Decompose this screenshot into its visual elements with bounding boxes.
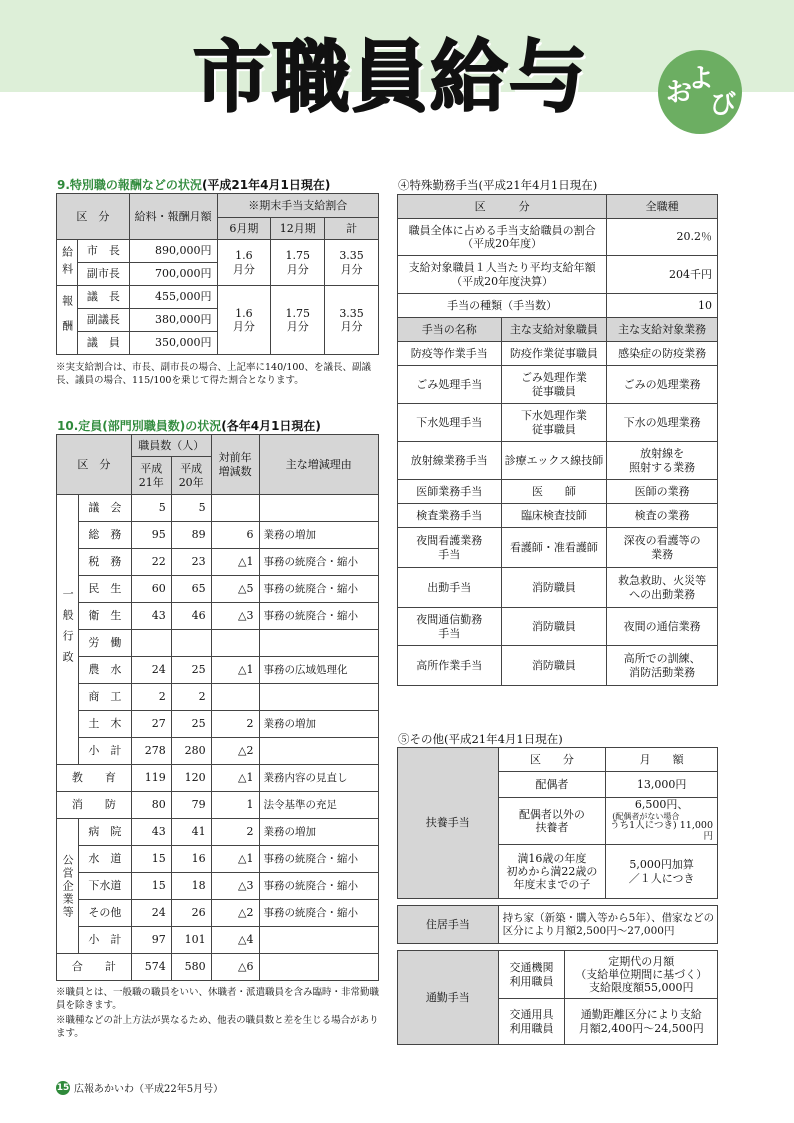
value-change: 2 xyxy=(211,819,259,846)
row-name: 商 工 xyxy=(78,684,131,711)
target-work: 深夜の看護等の 業務 xyxy=(607,528,718,568)
value-reason xyxy=(259,738,379,765)
value-h21: 15 xyxy=(131,873,171,900)
value-h20: 580 xyxy=(171,954,211,981)
value-reason xyxy=(259,630,379,657)
value-reason: 法令基準の充足 xyxy=(259,792,379,819)
table-row xyxy=(57,603,379,630)
val-transit: 定期代の月額 （支給単位期間に基づく） 支給限度額55,000円 xyxy=(565,951,718,999)
page-number: 15 xyxy=(56,1082,70,1093)
row-name: 病 院 xyxy=(78,819,131,846)
section10-date: (各年4月1日現在) xyxy=(221,419,321,433)
table-row xyxy=(398,480,718,504)
allowance-name: ごみ処理手当 xyxy=(398,366,502,404)
h-h21: 平成 21年 xyxy=(131,457,171,495)
value-h21: 119 xyxy=(131,765,171,792)
table-row xyxy=(398,442,718,480)
value-h21: 80 xyxy=(131,792,171,819)
target-staff: 下水処理作業 従事職員 xyxy=(501,404,607,442)
row-vehicle: 交通用具 利用職員 xyxy=(498,999,565,1045)
table-special-allowance xyxy=(397,194,718,686)
value-h20: 16 xyxy=(171,846,211,873)
value-reason: 事務の統廃合・縮小 xyxy=(259,873,379,900)
value-change: △3 xyxy=(211,603,259,630)
target-work: 夜間の通信業務 xyxy=(607,608,718,646)
table-row xyxy=(57,792,379,819)
value-change: △2 xyxy=(211,738,259,765)
value-h21: 43 xyxy=(131,603,171,630)
row-name: 土 木 xyxy=(78,711,131,738)
table-row xyxy=(57,738,379,765)
table-row xyxy=(57,711,379,738)
value-change: 2 xyxy=(211,711,259,738)
label-housing: 住居手当 xyxy=(398,906,499,944)
table-row xyxy=(57,819,379,846)
h4-all: 全職種 xyxy=(607,195,718,219)
value-reason: 事務の統廃合・縮小 xyxy=(259,846,379,873)
allowance-name: 医師業務手当 xyxy=(398,480,502,504)
row-name: 衛 生 xyxy=(78,603,131,630)
h-kubun: 区 分 xyxy=(57,435,132,495)
val-child: 5,000円加算 ／１人につき xyxy=(606,845,718,899)
h-reason: 主な増減理由 xyxy=(259,435,379,495)
footer xyxy=(56,1080,223,1095)
value-h20: 25 xyxy=(171,657,211,684)
row-name: 下水道 xyxy=(78,873,131,900)
table-row xyxy=(57,576,379,603)
val-vice-mayor: 700,000円 xyxy=(129,263,217,286)
h4-kubun: 区 分 xyxy=(398,195,607,219)
value-change xyxy=(211,630,259,657)
table-staff-count xyxy=(56,434,379,981)
allowance-name: 防疫等作業手当 xyxy=(398,342,502,366)
val-member: 350,000円 xyxy=(129,332,217,355)
row-vice-mayor: 副市長 xyxy=(77,263,129,286)
g1-dec: 1.75 月分 xyxy=(271,240,325,286)
section9-num: 9. xyxy=(57,178,70,192)
target-work: 感染症の防疫業務 xyxy=(607,342,718,366)
target-work: 高所での訓練、 消防活動業務 xyxy=(607,646,718,686)
group-reward: 報酬 xyxy=(57,286,78,355)
row-vice-chair: 副議長 xyxy=(77,309,129,332)
target-work: 放射線を 照射する業務 xyxy=(607,442,718,480)
value-h21: 43 xyxy=(131,819,171,846)
table-row xyxy=(57,765,379,792)
table-row xyxy=(57,954,379,981)
value-h21: 60 xyxy=(131,576,171,603)
val-other-dependent xyxy=(606,798,718,845)
g2-total: 3.35 月分 xyxy=(325,286,379,355)
value-reason: 事務の統廃合・縮小 xyxy=(259,900,379,927)
table-row xyxy=(57,846,379,873)
val-vehicle: 通勤距離区分により支給 月額2,400円～24,500円 xyxy=(565,999,718,1045)
row-name: 合 計 xyxy=(57,954,132,981)
table-row xyxy=(57,684,379,711)
target-staff: 消防職員 xyxy=(501,646,607,686)
g1-june: 1.6 月分 xyxy=(217,240,271,286)
h-change: 対前年 増減数 xyxy=(211,435,259,495)
target-staff: 消防職員 xyxy=(501,608,607,646)
h5-amount: 月 額 xyxy=(606,748,718,772)
target-staff: 診療エックス線技師 xyxy=(501,442,607,480)
target-work: ごみの処理業務 xyxy=(607,366,718,404)
label-commute: 通勤手当 xyxy=(398,951,499,1045)
oyobi-badge xyxy=(658,50,742,134)
h-staff: 職員数（人） xyxy=(131,435,211,457)
val-housing: 持ち家（新築・購入等から5年）、借家などの区分により月額2,500円～27,000円 xyxy=(498,906,717,944)
value-reason: 事務の広域処理化 xyxy=(259,657,379,684)
target-work: 医師の業務 xyxy=(607,480,718,504)
value-reason xyxy=(259,927,379,954)
value-h21: 15 xyxy=(131,846,171,873)
val-mayor: 890,000円 xyxy=(129,240,217,263)
value-h20: 18 xyxy=(171,873,211,900)
h4-staff: 主な支給対象職員 xyxy=(501,318,607,342)
value-h20: 89 xyxy=(171,522,211,549)
header-dec: 12月期 xyxy=(271,218,325,240)
row-name: 税 務 xyxy=(78,549,131,576)
header-june: 6月期 xyxy=(217,218,271,240)
allowance-name: 下水処理手当 xyxy=(398,404,502,442)
row-name: 小 計 xyxy=(78,738,131,765)
target-staff: 看護師・准看護師 xyxy=(501,528,607,568)
row-transit: 交通機関 利用職員 xyxy=(498,951,565,999)
table-housing-allowance xyxy=(397,905,718,944)
value-h21: 574 xyxy=(131,954,171,981)
value-change: △4 xyxy=(211,927,259,954)
table-special-positions xyxy=(56,193,379,355)
section9-note: ※実支給割合は、市長、副市長の場合、上記率に140/100、を議長、副議長、議員の場合、115/100を乗じて得た割合となります。 xyxy=(56,362,371,386)
value-h21: 278 xyxy=(131,738,171,765)
row-other-dependent: 配偶者以外の 扶養者 xyxy=(498,798,606,845)
value-h20 xyxy=(171,630,211,657)
allowance-name: 放射線業務手当 xyxy=(398,442,502,480)
row-mayor: 市 長 xyxy=(77,240,129,263)
badge-char-1: お xyxy=(666,78,693,108)
value-h21: 95 xyxy=(131,522,171,549)
table-row xyxy=(398,342,718,366)
table-row xyxy=(398,504,718,528)
value-h20: 65 xyxy=(171,576,211,603)
badge-char-3: び xyxy=(710,90,737,120)
table-row xyxy=(57,495,379,522)
label-family: 扶養手当 xyxy=(398,748,499,899)
value-h20: 2 xyxy=(171,684,211,711)
header-kubun: 区 分 xyxy=(57,194,130,240)
row-name: 水 道 xyxy=(78,846,131,873)
value-change: △1 xyxy=(211,765,259,792)
g1-total: 3.35 月分 xyxy=(325,240,379,286)
value-change: △1 xyxy=(211,657,259,684)
value-change: △2 xyxy=(211,900,259,927)
row-name: 民 生 xyxy=(78,576,131,603)
header-total: 計 xyxy=(325,218,379,240)
header-salary: 給料・報酬月額 xyxy=(129,194,217,240)
page-title: 市職員給与 xyxy=(193,33,589,123)
row-name: 教 育 xyxy=(57,765,132,792)
value-change: 1 xyxy=(211,792,259,819)
group-general: 一般行政 xyxy=(57,495,79,765)
val-other-1: 6,500円、 xyxy=(634,798,689,812)
row-average: 支給対象職員１人当たり平均支給年額 （平成20年度決算） xyxy=(398,256,607,294)
row-name: 総 務 xyxy=(78,522,131,549)
section10-title xyxy=(57,417,321,434)
val-chair: 455,000円 xyxy=(129,286,217,309)
section9-main: 特別職の報酬などの状況 xyxy=(69,178,202,192)
section10-note-1: ※職員とは、一般職の職員をいい、休職者・派遣職員を含み臨時・非常勤職員を除きます。 xyxy=(56,987,380,1011)
val-ratio: 20.2％ xyxy=(607,219,718,256)
value-h20: 25 xyxy=(171,711,211,738)
h4-name: 手当の名称 xyxy=(398,318,502,342)
val-types: 10 xyxy=(607,294,718,318)
target-staff: 医 師 xyxy=(501,480,607,504)
value-h20: 26 xyxy=(171,900,211,927)
value-change: △1 xyxy=(211,846,259,873)
table-row xyxy=(398,366,718,404)
badge-char-2: よ xyxy=(688,64,715,94)
section10-note-2: ※職種などの計上方法が異なるため、他表の職員数と差を生じる場合があります。 xyxy=(56,1015,379,1039)
table-row xyxy=(398,568,718,608)
allowance-name: 検査業務手当 xyxy=(398,504,502,528)
g2-june: 1.6 月分 xyxy=(217,286,271,355)
h5-kubun: 区 分 xyxy=(498,748,606,772)
table-row xyxy=(57,657,379,684)
table-row xyxy=(57,900,379,927)
h4-work: 主な支給対象業務 xyxy=(607,318,718,342)
row-chair: 議 長 xyxy=(77,286,129,309)
value-reason: 事務の統廃合・縮小 xyxy=(259,603,379,630)
value-change: △5 xyxy=(211,576,259,603)
value-h21: 27 xyxy=(131,711,171,738)
value-h21: 24 xyxy=(131,900,171,927)
row-name: 議 会 xyxy=(78,495,131,522)
value-h21 xyxy=(131,630,171,657)
row-types: 手当の種類（手当数） xyxy=(398,294,607,318)
section5-title: ⑤その他(平成21年4月1日現在) xyxy=(398,732,563,746)
val-average: 204千円 xyxy=(607,256,718,294)
row-name: 労 働 xyxy=(78,630,131,657)
value-reason xyxy=(259,684,379,711)
value-change: △3 xyxy=(211,873,259,900)
row-child: 満16歳の年度 初めから満22歳の 年度末までの子 xyxy=(498,845,606,899)
value-change: 6 xyxy=(211,522,259,549)
row-name: 小 計 xyxy=(78,927,131,954)
value-h21: 2 xyxy=(131,684,171,711)
value-reason: 事務の統廃合・縮小 xyxy=(259,576,379,603)
val-other-2: (配偶者がない場合 xyxy=(612,811,680,821)
table-row xyxy=(398,404,718,442)
target-work: 検査の業務 xyxy=(607,504,718,528)
target-staff: 防疫作業従事職員 xyxy=(501,342,607,366)
section9-title xyxy=(57,176,330,193)
value-h20: 101 xyxy=(171,927,211,954)
group-enterprise: 公営企業等 xyxy=(57,819,79,954)
row-spouse: 配偶者 xyxy=(498,772,606,798)
table-row xyxy=(57,630,379,657)
table-row xyxy=(57,927,379,954)
allowance-name: 高所作業手当 xyxy=(398,646,502,686)
target-staff: 臨床検査技師 xyxy=(501,504,607,528)
value-h20: 120 xyxy=(171,765,211,792)
table-commute-allowance xyxy=(397,950,718,1045)
section10-main: 定員(部門別職員数)の状況 xyxy=(78,419,222,433)
value-change xyxy=(211,684,259,711)
row-name: 農 水 xyxy=(78,657,131,684)
publication-name: 広報あかいわ（平成22年5月号） xyxy=(74,1084,224,1095)
value-h20: 5 xyxy=(171,495,211,522)
value-h20: 280 xyxy=(171,738,211,765)
table-row xyxy=(57,873,379,900)
row-name: 消 防 xyxy=(57,792,132,819)
value-h21: 24 xyxy=(131,657,171,684)
table-row xyxy=(398,528,718,568)
value-reason: 業務内容の見直し xyxy=(259,765,379,792)
val-vice-chair: 380,000円 xyxy=(129,309,217,332)
val-spouse: 13,000円 xyxy=(606,772,718,798)
value-reason: 業務の増加 xyxy=(259,522,379,549)
value-h21: 97 xyxy=(131,927,171,954)
value-change xyxy=(211,495,259,522)
allowance-name: 出動手当 xyxy=(398,568,502,608)
target-work: 下水の処理業務 xyxy=(607,404,718,442)
value-change: △1 xyxy=(211,549,259,576)
group-salary: 給料 xyxy=(57,240,78,286)
header-bonus: ※期末手当支給割合 xyxy=(217,194,378,218)
value-h20: 79 xyxy=(171,792,211,819)
value-h20: 46 xyxy=(171,603,211,630)
value-reason xyxy=(259,495,379,522)
value-h20: 23 xyxy=(171,549,211,576)
table-row xyxy=(398,646,718,686)
row-ratio: 職員全体に占める手当支給職員の割合 （平成20年度） xyxy=(398,219,607,256)
section10-num: 10. xyxy=(57,419,79,433)
g2-dec: 1.75 月分 xyxy=(271,286,325,355)
h-h20: 平成 20年 xyxy=(171,457,211,495)
table-row xyxy=(57,549,379,576)
row-member: 議 員 xyxy=(77,332,129,355)
value-change: △6 xyxy=(211,954,259,981)
target-work: 救急救助、火災等 への出動業務 xyxy=(607,568,718,608)
value-h21: 5 xyxy=(131,495,171,522)
value-reason: 業務の増加 xyxy=(259,819,379,846)
val-other-3: うち1人につき) 11,000円 xyxy=(610,819,713,842)
target-staff: ごみ処理作業 従事職員 xyxy=(501,366,607,404)
table-row xyxy=(398,608,718,646)
value-reason xyxy=(259,954,379,981)
value-h21: 22 xyxy=(131,549,171,576)
section9-date: (平成21年4月1日現在) xyxy=(201,178,331,192)
value-reason: 業務の増加 xyxy=(259,711,379,738)
allowance-name: 夜間通信勤務 手当 xyxy=(398,608,502,646)
table-row xyxy=(57,522,379,549)
section4-title: ④特殊勤務手当(平成21年4月1日現在) xyxy=(398,178,598,192)
allowance-name: 夜間看護業務 手当 xyxy=(398,528,502,568)
table-family-allowance xyxy=(397,747,718,899)
value-reason: 事務の統廃合・縮小 xyxy=(259,549,379,576)
row-name: その他 xyxy=(78,900,131,927)
value-h20: 41 xyxy=(171,819,211,846)
target-staff: 消防職員 xyxy=(501,568,607,608)
